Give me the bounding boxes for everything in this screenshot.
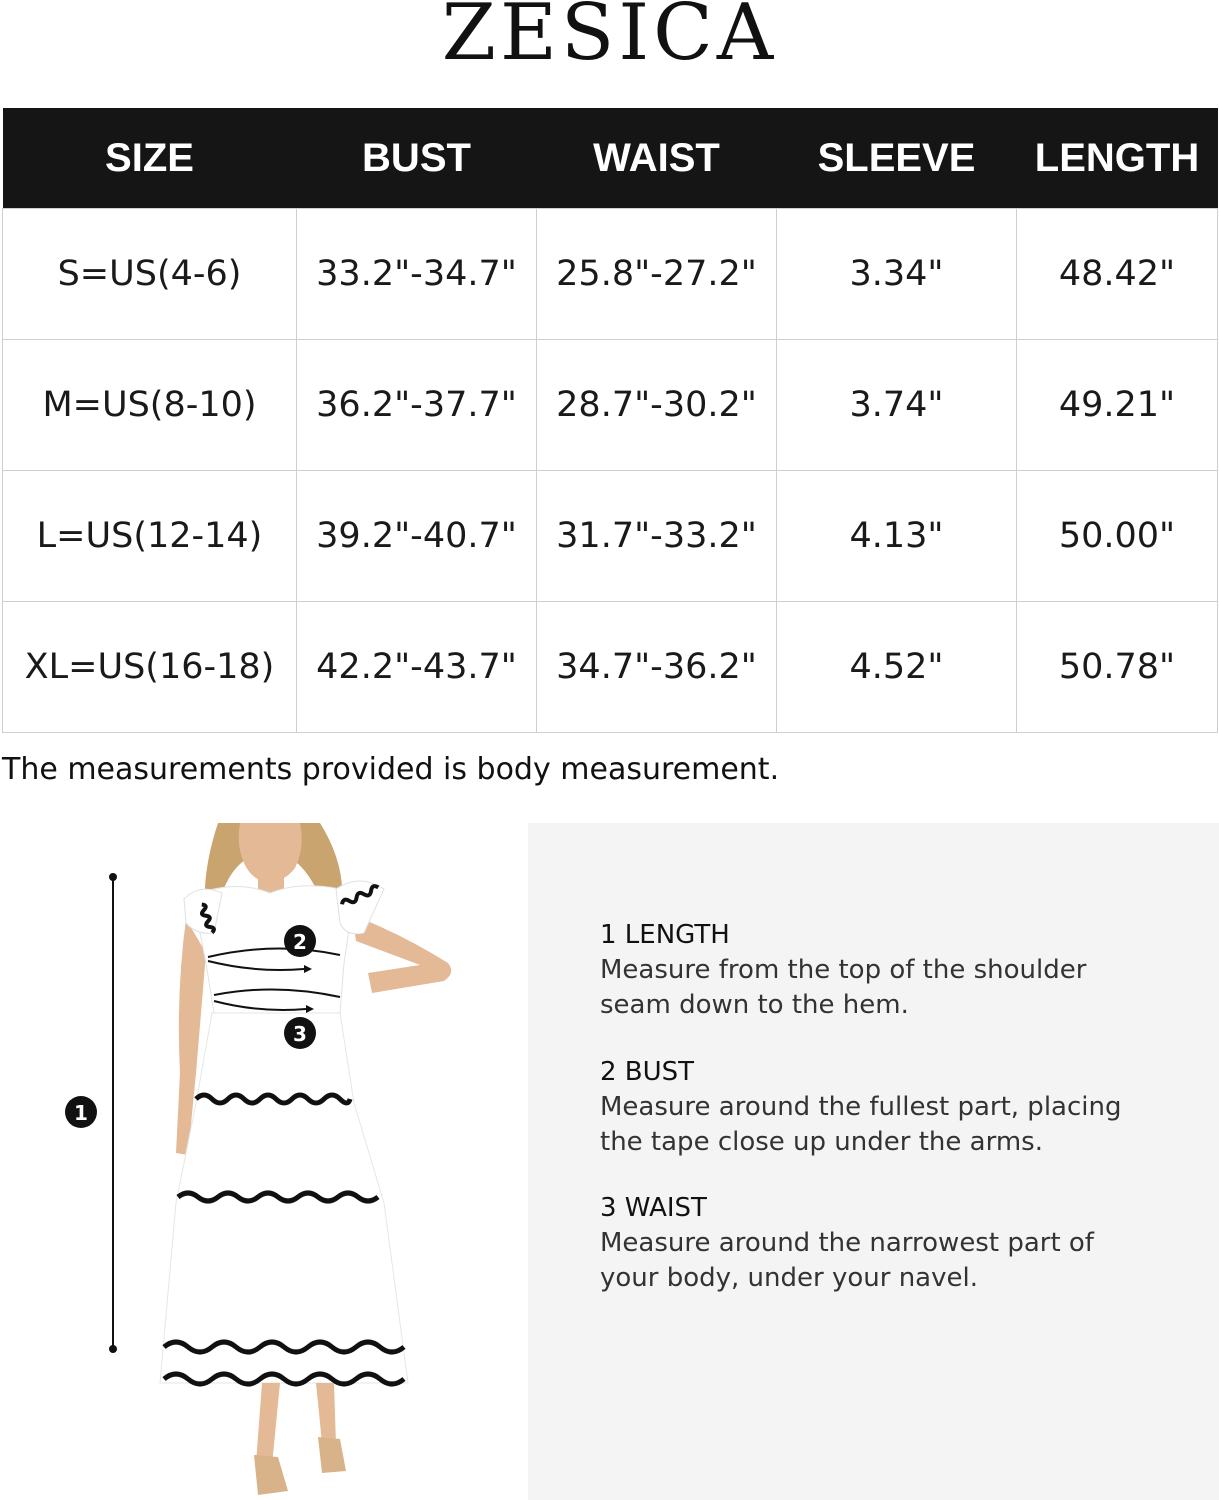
table-row <box>3 340 1218 471</box>
header-size: SIZE <box>3 108 297 209</box>
instruction-length <box>600 917 1200 1023</box>
cell-size: L=US(12-14) <box>3 471 297 602</box>
size-chart-table <box>2 108 1218 733</box>
model-dress-illustration <box>0 823 528 1500</box>
instruction-text: the tape close up under the arms. <box>600 1127 1043 1157</box>
instruction-title: 1 LENGTH <box>600 920 730 950</box>
cell-bust: 42.2"-43.7" <box>297 602 537 733</box>
cell-bust: 39.2"-40.7" <box>297 471 537 602</box>
sandal-shape <box>318 1437 346 1473</box>
cell-length: 50.00" <box>1017 471 1218 602</box>
header-bust: BUST <box>297 108 537 209</box>
cell-sleeve: 4.13" <box>777 471 1017 602</box>
cell-bust: 33.2"-34.7" <box>297 209 537 340</box>
cell-sleeve: 4.52" <box>777 602 1017 733</box>
sandal-shape <box>254 1455 288 1495</box>
instruction-text: Measure from the top of the shoulder <box>600 955 1087 985</box>
measurement-note: The measurements provided is body measurement. <box>2 752 780 787</box>
cell-waist: 28.7"-30.2" <box>537 340 777 471</box>
svg-text:2: 2 <box>293 930 307 954</box>
marker-1-badge <box>65 1096 97 1128</box>
instruction-bust <box>600 1054 1200 1160</box>
instruction-text: your body, under your navel. <box>600 1263 978 1293</box>
cell-length: 49.21" <box>1017 340 1218 471</box>
table-row <box>3 471 1218 602</box>
instruction-title: 3 WAIST <box>600 1193 707 1223</box>
brand-logo: ZESICA <box>441 0 778 78</box>
cell-sleeve: 3.74" <box>777 340 1017 471</box>
instruction-title: 2 BUST <box>600 1057 695 1087</box>
marker-3-badge <box>284 1017 316 1049</box>
cell-waist: 31.7"-33.2" <box>537 471 777 602</box>
cell-sleeve: 3.34" <box>777 209 1017 340</box>
cell-waist: 25.8"-27.2" <box>537 209 777 340</box>
svg-text:1: 1 <box>74 1101 88 1125</box>
cell-size: M=US(8-10) <box>3 340 297 471</box>
header-sleeve: SLEEVE <box>777 108 1017 209</box>
header-length: LENGTH <box>1017 108 1218 209</box>
marker-2-badge <box>284 925 316 957</box>
header-waist: WAIST <box>537 108 777 209</box>
table-header-row <box>3 108 1218 209</box>
instruction-text: Measure around the narrowest part of <box>600 1228 1094 1258</box>
cell-size: XL=US(16-18) <box>3 602 297 733</box>
cell-size: S=US(4-6) <box>3 209 297 340</box>
cell-length: 48.42" <box>1017 209 1218 340</box>
face-shape <box>239 823 302 883</box>
cell-bust: 36.2"-37.7" <box>297 340 537 471</box>
length-line-end <box>109 873 117 881</box>
cell-waist: 34.7"-36.2" <box>537 602 777 733</box>
length-line-end <box>109 1345 117 1353</box>
cell-length: 50.78" <box>1017 602 1218 733</box>
svg-text:3: 3 <box>293 1022 307 1046</box>
leg-shape <box>256 1383 280 1465</box>
table-row <box>3 602 1218 733</box>
instruction-text: seam down to the hem. <box>600 990 909 1020</box>
leg-shape <box>316 1383 336 1445</box>
instruction-text: Measure around the fullest part, placing <box>600 1092 1122 1122</box>
instruction-waist <box>600 1190 1200 1296</box>
table-row <box>3 209 1218 340</box>
